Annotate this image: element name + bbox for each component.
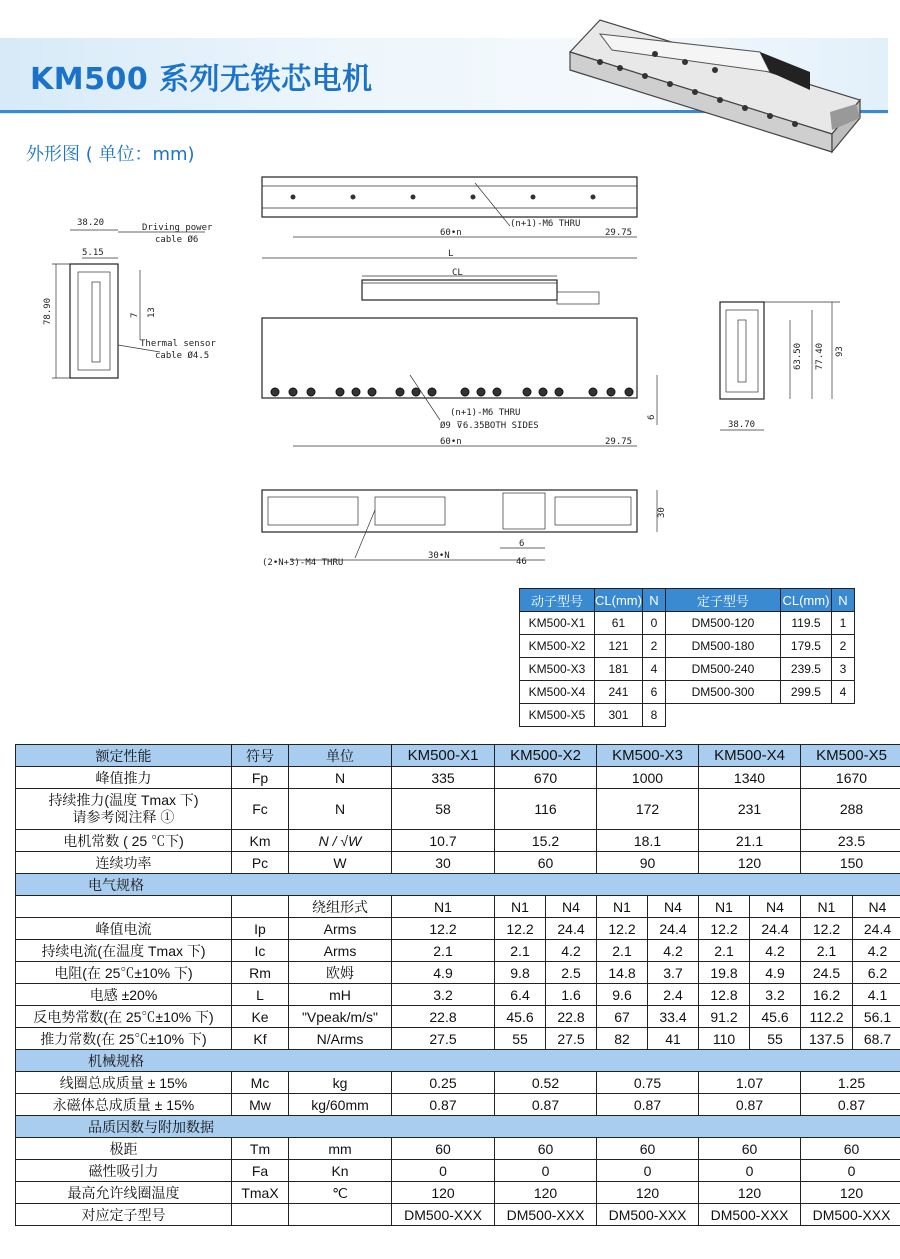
winding-value: N1 — [597, 896, 648, 918]
spec-row-label: 永磁体总成质量 ± 15% — [16, 1094, 232, 1116]
spec-empty — [16, 896, 232, 918]
spec-value: 0 — [699, 1160, 801, 1182]
model-table-row — [520, 681, 855, 704]
spec-value: 18.1 — [597, 830, 699, 852]
model-table-cell — [665, 704, 780, 727]
spec-value: 30 — [392, 852, 495, 874]
spec-value: 14.8 — [597, 962, 648, 984]
spec-row-unit: kg/60mm — [289, 1094, 392, 1116]
label-both-sides: Ø9 ⊽6.35BOTH SIDES — [440, 421, 539, 431]
page-title: KM500 系列无铁芯电机 — [30, 62, 373, 97]
spec-row — [16, 1160, 900, 1182]
spec-row-label: 持续电流(在温度 Tmax 下) — [16, 940, 232, 962]
spec-value: 21.1 — [699, 830, 801, 852]
spec-value: 2.1 — [495, 940, 546, 962]
spec-value: 0.87 — [597, 1094, 699, 1116]
model-table — [519, 588, 855, 727]
dim-6-bot: 6 — [519, 539, 525, 549]
spec-value: 0.25 — [392, 1072, 495, 1094]
spec-value: 4.2 — [750, 940, 801, 962]
dim-30N: 30•N — [428, 551, 450, 561]
spec-value: 2.5 — [546, 962, 597, 984]
spec-header-model: KM500-X1 — [392, 745, 495, 767]
model-table-cell: 239.5 — [780, 658, 831, 681]
winding-value: N4 — [750, 896, 801, 918]
spec-value: 55 — [750, 1028, 801, 1050]
spec-value: 172 — [597, 789, 699, 830]
model-table-cell: 3 — [831, 658, 854, 681]
label-m4-thru: (2•N+3)-M4 THRU — [262, 558, 344, 568]
spec-row — [16, 830, 900, 852]
spec-row — [16, 874, 900, 896]
model-table-header: CL(mm) — [780, 589, 831, 612]
model-table-cell: 179.5 — [780, 635, 831, 658]
model-table-header: N — [831, 589, 854, 612]
spec-row — [16, 745, 900, 767]
spec-row-unit — [289, 1204, 392, 1226]
model-table-cell: 2 — [642, 635, 665, 658]
spec-value: 9.6 — [597, 984, 648, 1006]
spec-header-model: KM500-X3 — [597, 745, 699, 767]
spec-row-symbol: TmaX — [232, 1182, 289, 1204]
spec-value: 1.25 — [801, 1072, 900, 1094]
spec-value: 0 — [801, 1160, 900, 1182]
spec-row-symbol: Mw — [232, 1094, 289, 1116]
winding-type-label: 绕组形式 — [289, 896, 392, 918]
dim-93: 93 — [835, 346, 845, 357]
spec-row-symbol: Tm — [232, 1138, 289, 1160]
dim-6-mid: 6 — [647, 414, 657, 420]
label-m6-mid: (n+1)-M6 THRU — [450, 408, 521, 418]
spec-value: 22.8 — [392, 1006, 495, 1028]
drawing-subtitle: 外形图 ( 单位：mm) — [26, 144, 195, 165]
model-table-cell: KM500-X1 — [520, 612, 595, 635]
label-cable6: cable Ø6 — [155, 235, 199, 245]
spec-value: 2.4 — [648, 984, 699, 1006]
spec-row-unit: mH — [289, 984, 392, 1006]
spec-header-model: KM500-X4 — [699, 745, 801, 767]
model-table-cell: 8 — [642, 704, 665, 727]
model-table-row — [520, 635, 855, 658]
spec-row — [16, 1094, 900, 1116]
spec-header-unit: 单位 — [289, 745, 392, 767]
spec-row — [16, 1050, 900, 1072]
spec-row-symbol: Fc — [232, 789, 289, 830]
spec-value: 137.5 — [801, 1028, 853, 1050]
model-table-cell: 2 — [831, 635, 854, 658]
spec-row — [16, 767, 900, 789]
motor-product-image — [560, 12, 880, 162]
model-table-cell: 61 — [595, 612, 643, 635]
dim-38-70: 38.70 — [728, 420, 756, 430]
dim-60n-mid: 60•n — [440, 437, 462, 447]
spec-value: 68.7 — [853, 1028, 900, 1050]
spec-value: 12.2 — [392, 918, 495, 940]
spec-value: 12.2 — [699, 918, 750, 940]
spec-row-label: 连续功率 — [16, 852, 232, 874]
spec-row — [16, 1072, 900, 1094]
spec-row-label: 对应定子型号 — [16, 1204, 232, 1226]
spec-row-label: 极距 — [16, 1138, 232, 1160]
dim-46: 46 — [516, 557, 527, 567]
spec-value: 2.1 — [597, 940, 648, 962]
spec-row-label: 峰值电流 — [16, 918, 232, 940]
spec-value: 1.6 — [546, 984, 597, 1006]
spec-value: 120 — [699, 852, 801, 874]
spec-row-unit: 欧姆 — [289, 962, 392, 984]
dim-77-40: 77.40 — [815, 342, 825, 370]
spec-value: 41 — [648, 1028, 699, 1050]
model-table-header: 动子型号 — [520, 589, 595, 612]
spec-value: 2.1 — [801, 940, 853, 962]
spec-value: 82 — [597, 1028, 648, 1050]
dim-60n-top: 60•n — [440, 228, 462, 238]
spec-value: DM500-XXX — [699, 1204, 801, 1226]
dim-2975-top: 29.75 — [605, 228, 633, 238]
dim-78-90: 78.90 — [43, 297, 53, 325]
spec-value: 670 — [495, 767, 597, 789]
spec-row-unit: mm — [289, 1138, 392, 1160]
spec-value: 0.87 — [392, 1094, 495, 1116]
label-m6-top: (n+1)-M6 THRU — [510, 219, 581, 229]
model-table-cell: 4 — [642, 658, 665, 681]
dim-CL: CL — [452, 268, 463, 278]
spec-header-model: KM500-X5 — [801, 745, 900, 767]
spec-row-label: 电感 ±20% — [16, 984, 232, 1006]
spec-row-unit: N — [289, 789, 392, 830]
model-table-cell — [780, 704, 831, 727]
model-table-cell: 301 — [595, 704, 643, 727]
model-table-cell — [831, 704, 854, 727]
spec-row-symbol: Ke — [232, 1006, 289, 1028]
spec-row-symbol: Ip — [232, 918, 289, 940]
spec-row — [16, 789, 900, 830]
spec-value: 10.7 — [392, 830, 495, 852]
winding-value: N4 — [648, 896, 699, 918]
spec-row-unit: Arms — [289, 940, 392, 962]
model-table-row — [520, 704, 855, 727]
label-cable45: cable Ø4.5 — [155, 351, 210, 361]
model-table-cell: DM500-300 — [665, 681, 780, 704]
spec-value: 231 — [699, 789, 801, 830]
spec-value: 16.2 — [801, 984, 853, 1006]
spec-row-label: 最高允许线圈温度 — [16, 1182, 232, 1204]
spec-row-symbol: L — [232, 984, 289, 1006]
spec-row-symbol: Fp — [232, 767, 289, 789]
spec-value: 120 — [699, 1182, 801, 1204]
spec-value: 90 — [597, 852, 699, 874]
spec-value: 0.52 — [495, 1072, 597, 1094]
spec-value: 2.1 — [699, 940, 750, 962]
spec-value: 15.2 — [495, 830, 597, 852]
spec-value: 2.1 — [392, 940, 495, 962]
label-driving-power: Driving power — [142, 223, 213, 233]
label-thermal-sensor: Thermal sensor — [140, 339, 216, 349]
spec-row-unit: N — [289, 767, 392, 789]
section-electrical: 电气规格 — [16, 874, 900, 896]
spec-value: 3.2 — [392, 984, 495, 1006]
spec-value: 1000 — [597, 767, 699, 789]
spec-row-label: 推力常数(在 25℃±10% 下) — [16, 1028, 232, 1050]
spec-value: 0.75 — [597, 1072, 699, 1094]
winding-value: N1 — [699, 896, 750, 918]
spec-value: 120 — [495, 1182, 597, 1204]
spec-row — [16, 918, 900, 940]
spec-value: 150 — [801, 852, 900, 874]
model-table-cell: 0 — [642, 612, 665, 635]
spec-row — [16, 1204, 900, 1226]
dim-63-50: 63.50 — [793, 342, 803, 370]
spec-value: 27.5 — [392, 1028, 495, 1050]
spec-value: 19.8 — [699, 962, 750, 984]
spec-value: 3.2 — [750, 984, 801, 1006]
spec-row-label: 电阻(在 25℃±10% 下) — [16, 962, 232, 984]
spec-value: 60 — [699, 1138, 801, 1160]
model-table-header: CL(mm) — [595, 589, 643, 612]
spec-value: 56.1 — [853, 1006, 900, 1028]
spec-value: 60 — [495, 1138, 597, 1160]
dim-13: 13 — [147, 307, 157, 318]
model-table-header: N — [642, 589, 665, 612]
spec-value: 1340 — [699, 767, 801, 789]
spec-row-symbol: Kf — [232, 1028, 289, 1050]
spec-value: 116 — [495, 789, 597, 830]
dim-7: 7 — [130, 312, 140, 318]
spec-value: 110 — [699, 1028, 750, 1050]
spec-value: 22.8 — [546, 1006, 597, 1028]
spec-value: 55 — [495, 1028, 546, 1050]
section-quality: 品质因数与附加数据 — [16, 1116, 900, 1138]
model-table-cell: DM500-120 — [665, 612, 780, 635]
spec-header-label: 额定性能 — [16, 745, 232, 767]
technical-drawing — [0, 160, 900, 580]
spec-value: 4.1 — [853, 984, 900, 1006]
model-table-cell: 4 — [831, 681, 854, 704]
spec-row — [16, 1138, 900, 1160]
spec-row-label: 反电势常数(在 25℃±10% 下) — [16, 1006, 232, 1028]
spec-value: 0.87 — [495, 1094, 597, 1116]
spec-value: 120 — [597, 1182, 699, 1204]
winding-value: N1 — [495, 896, 546, 918]
winding-value: N1 — [801, 896, 853, 918]
dim-5-15: 5.15 — [82, 248, 104, 258]
model-table-cell: 299.5 — [780, 681, 831, 704]
model-table-header: 定子型号 — [665, 589, 780, 612]
spec-header-model: KM500-X2 — [495, 745, 597, 767]
spec-row — [16, 1028, 900, 1050]
model-table-cell: 121 — [595, 635, 643, 658]
spec-value: 4.2 — [546, 940, 597, 962]
spec-value: 60 — [801, 1138, 900, 1160]
spec-value: 0.87 — [801, 1094, 900, 1116]
spec-row-symbol: Rm — [232, 962, 289, 984]
model-table-cell: 181 — [595, 658, 643, 681]
spec-value: 24.4 — [750, 918, 801, 940]
spec-value: 288 — [801, 789, 900, 830]
spec-row-label: 电机常数 ( 25 ℃下) — [16, 830, 232, 852]
spec-value: DM500-XXX — [801, 1204, 900, 1226]
winding-value: N1 — [392, 896, 495, 918]
spec-row — [16, 896, 900, 918]
spec-empty — [232, 896, 289, 918]
spec-row-symbol: Fa — [232, 1160, 289, 1182]
model-table-cell: 1 — [831, 612, 854, 635]
spec-value: 0.87 — [699, 1094, 801, 1116]
model-table-cell: DM500-240 — [665, 658, 780, 681]
spec-row-label: 峰值推力 — [16, 767, 232, 789]
model-table-row — [520, 658, 855, 681]
spec-value: 4.2 — [853, 940, 900, 962]
dim-2975-mid: 29.75 — [605, 437, 633, 447]
spec-value: 33.4 — [648, 1006, 699, 1028]
spec-row — [16, 1006, 900, 1028]
spec-value: 1.07 — [699, 1072, 801, 1094]
model-table-cell: DM500-180 — [665, 635, 780, 658]
spec-row — [16, 962, 900, 984]
spec-value: 24.4 — [853, 918, 900, 940]
dim-30: 30 — [657, 507, 667, 518]
spec-value: 6.2 — [853, 962, 900, 984]
spec-row-unit: W — [289, 852, 392, 874]
spec-row-symbol: Ic — [232, 940, 289, 962]
spec-value: 24.4 — [546, 918, 597, 940]
spec-value: 27.5 — [546, 1028, 597, 1050]
spec-value: 45.6 — [495, 1006, 546, 1028]
spec-value: 9.8 — [495, 962, 546, 984]
spec-value: 0 — [597, 1160, 699, 1182]
section-mechanical: 机械规格 — [16, 1050, 900, 1072]
spec-row-label: 持续推力(温度 Tmax 下) 请参考阅注释 ① — [16, 789, 232, 830]
spec-row-symbol: Mc — [232, 1072, 289, 1094]
spec-value: 12.2 — [597, 918, 648, 940]
spec-value: 58 — [392, 789, 495, 830]
spec-value: 60 — [597, 1138, 699, 1160]
spec-row — [16, 852, 900, 874]
spec-value: 0 — [495, 1160, 597, 1182]
model-table-cell: 6 — [642, 681, 665, 704]
spec-value: 45.6 — [750, 1006, 801, 1028]
spec-value: 24.4 — [648, 918, 699, 940]
model-table-cell: 119.5 — [780, 612, 831, 635]
model-table-cell: KM500-X2 — [520, 635, 595, 658]
spec-value: 112.2 — [801, 1006, 853, 1028]
dim-L: L — [448, 249, 454, 259]
spec-row-label: 线圈总成质量 ± 15% — [16, 1072, 232, 1094]
model-table-cell: KM500-X4 — [520, 681, 595, 704]
spec-value: 1670 — [801, 767, 900, 789]
spec-row-unit: Kn — [289, 1160, 392, 1182]
spec-value: 23.5 — [801, 830, 900, 852]
spec-value: 120 — [392, 1182, 495, 1204]
spec-value: 12.8 — [699, 984, 750, 1006]
spec-value: DM500-XXX — [392, 1204, 495, 1226]
spec-row-symbol: Km — [232, 830, 289, 852]
spec-value: 4.9 — [750, 962, 801, 984]
bottom-view — [262, 490, 657, 560]
spec-value: 91.2 — [699, 1006, 750, 1028]
spec-value: 67 — [597, 1006, 648, 1028]
winding-value: N4 — [853, 896, 900, 918]
spec-row — [16, 1182, 900, 1204]
spec-row-unit: N / √W — [289, 830, 392, 852]
spec-header-symbol: 符号 — [232, 745, 289, 767]
spec-row — [16, 984, 900, 1006]
spec-value: 24.5 — [801, 962, 853, 984]
spec-value: DM500-XXX — [495, 1204, 597, 1226]
spec-value: 120 — [801, 1182, 900, 1204]
spec-value: 4.9 — [392, 962, 495, 984]
spec-table — [15, 744, 900, 1226]
spec-row-unit: N/Arms — [289, 1028, 392, 1050]
spec-value: 60 — [392, 1138, 495, 1160]
spec-row — [16, 940, 900, 962]
spec-value: 6.4 — [495, 984, 546, 1006]
winding-value: N4 — [546, 896, 597, 918]
stator-top-view — [262, 177, 637, 258]
spec-value: 0 — [392, 1160, 495, 1182]
spec-row-unit: Arms — [289, 918, 392, 940]
spec-value: DM500-XXX — [597, 1204, 699, 1226]
model-table-cell: 241 — [595, 681, 643, 704]
model-table-row — [520, 612, 855, 635]
spec-value: 4.2 — [648, 940, 699, 962]
spec-value: 335 — [392, 767, 495, 789]
spec-row-symbol — [232, 1204, 289, 1226]
model-table-cell: KM500-X3 — [520, 658, 595, 681]
model-table-cell: KM500-X5 — [520, 704, 595, 727]
spec-value: 3.7 — [648, 962, 699, 984]
spec-row-symbol: Pc — [232, 852, 289, 874]
spec-row-unit: ℃ — [289, 1182, 392, 1204]
spec-value: 12.2 — [801, 918, 853, 940]
dim-38-20: 38.20 — [77, 218, 105, 228]
spec-value: 60 — [495, 852, 597, 874]
spec-row-label: 磁性吸引力 — [16, 1160, 232, 1182]
spec-value: 12.2 — [495, 918, 546, 940]
spec-row-unit: "Vpeak/m/s" — [289, 1006, 392, 1028]
spec-row-unit: kg — [289, 1072, 392, 1094]
spec-row — [16, 1116, 900, 1138]
